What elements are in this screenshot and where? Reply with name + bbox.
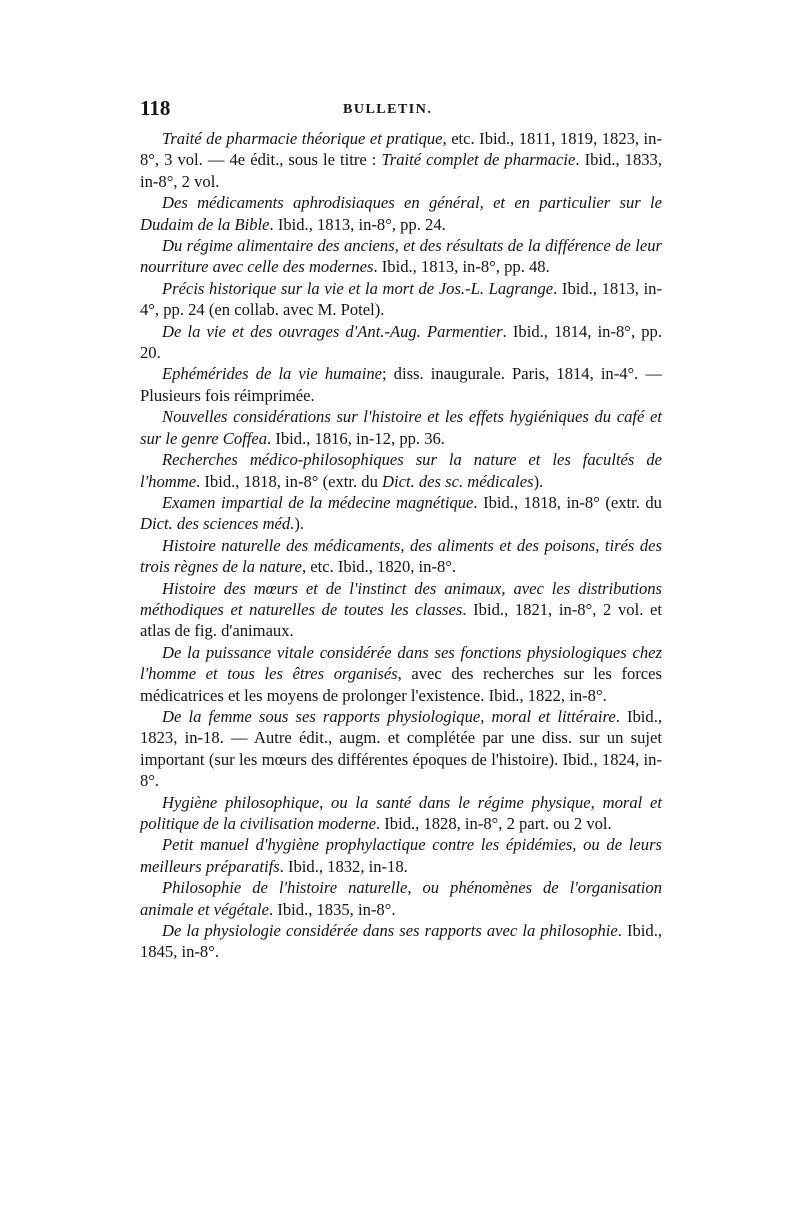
entry-title: Des médicaments aphrodisiaques en général, et en particulier sur le Dudaim de la Bible: [140, 193, 662, 234]
entry-details: . Ibid., 1821, in-8°, 2 vol. et atlas de fig. d'animaux.: [140, 599, 662, 641]
bibliography-entry: [140, 792, 662, 835]
entry-title: Précis historique sur la vie et la mort de Jos.-L. Lagrange: [162, 278, 554, 298]
bibliography-entry: [140, 363, 662, 406]
entry-details: . Ibid., 1823, in-18. — Autre édit., augm. et complétée par une diss. sur un sujet important (sur les mœurs des différentes époques de l'histoire). Ibid., 1824, in-8°.: [140, 706, 662, 791]
entry-details: . Ibid., 1832, in-18.: [279, 856, 408, 876]
bibliography-list: [140, 128, 662, 963]
entry-title: Du régime alimentaire des anciens, et des résultats de la différence de leur nourriture avec celle des modernes: [140, 236, 662, 277]
bibliography-entry: [140, 578, 662, 642]
bibliography-entry: [140, 920, 662, 963]
entry-title: Ephémérides de la vie humaine: [162, 364, 382, 384]
entry-title: De la physiologie considérée dans ses rapports avec la philosophie: [162, 921, 618, 941]
entry-details: ; diss. inaugurale. Paris, 1814, in-4°. — Plusieurs fois réimprimée.: [140, 364, 662, 405]
entry-title-secondary: Dict. des sciences méd.: [140, 514, 295, 534]
entry-title: Nouvelles considérations sur l'histoire et les effets hygiéniques du café et sur le genre Coffea: [140, 407, 662, 448]
entry-title: Philosophie de l'histoire naturelle, ou phénomènes de l'organisation animale et végétale: [140, 878, 662, 919]
entry-details: . Ibid., 1813, in-8°, pp. 48.: [373, 257, 550, 277]
entry-details: , avec des recherches sur les forces médicatrices et les moyens de prolonger l'existence. Ibid., 1822, in-8°.: [140, 664, 662, 705]
entry-title: Petit manuel d'hygiène prophylactique contre les épidémies, ou de leurs meilleurs préparatifs: [140, 835, 662, 876]
entry-title: Traité de pharmacie théorique et pratique: [162, 129, 443, 148]
entry-details: . Ibid., 1814, in-8°, pp. 20.: [140, 321, 662, 363]
bibliography-entry: [140, 406, 662, 449]
entry-details: . Ibid., 1835, in-8°.: [269, 899, 396, 919]
entry-title-secondary: Traité complet de pharmacie: [381, 150, 576, 170]
entry-details: . Ibid., 1818, in-8° (extr. du: [196, 471, 383, 491]
bibliography-entry: [140, 706, 662, 792]
bibliography-entry: [140, 278, 662, 321]
bibliography-entry: [140, 492, 662, 535]
bibliography-entry: [140, 877, 662, 920]
entry-details-secondary: . Ibid., 1833, in-8°, 2 vol.: [140, 150, 662, 191]
entry-details: . Ibid., 1816, in-12, pp. 36.: [267, 428, 445, 448]
running-head: BULLETIN.: [343, 102, 433, 117]
bibliography-entry: [140, 449, 662, 492]
bibliography-entry: [140, 642, 662, 706]
bibliography-entry: [140, 235, 662, 278]
bibliography-entry: [140, 834, 662, 877]
entry-details: . Ibid., 1828, in-8°, 2 part. ou 2 vol.: [375, 814, 612, 833]
entry-details: , etc. Ibid., 1820, in-8°.: [301, 557, 457, 577]
page-number: 118: [140, 96, 171, 120]
bibliography-entry: [140, 321, 662, 364]
entry-title-secondary: Dict. des sc. médicales: [382, 471, 534, 491]
bibliography-entry: [140, 128, 662, 192]
bibliography-entry: [140, 535, 662, 578]
entry-title: Recherches médico-philosophiques sur la nature et les facultés de l'homme: [140, 450, 662, 491]
bibliography-entry: [140, 192, 662, 235]
entry-details: . Ibid., 1813, in-4°, pp. 24 (en collab. avec M. Potel).: [140, 278, 663, 320]
entry-title: Histoire naturelle des médicaments, des aliments et des poisons, tirés des trois règnes de la nature: [140, 535, 662, 577]
entry-title: Histoire des mœurs et de l'instinct des animaux, avec les distributions méthodiques et naturelles de toutes les classes: [140, 578, 662, 619]
entry-title: De la puissance vitale considérée dans ses fonctions physiologiques chez l'homme et tous les êtres organisés: [140, 642, 662, 684]
entry-details: . Ibid., 1845, in-8°.: [140, 921, 662, 962]
entry-details: . Ibid., 1818, in-8° (extr. du: [473, 492, 662, 512]
entry-title: De la vie et des ouvrages d'Ant.-Aug. Parmentier: [162, 321, 503, 341]
entry-title: Hygiène philosophique, ou la santé dans le régime physique, moral et politique de la civilisation moderne: [140, 792, 662, 833]
entry-details-secondary: ).: [533, 471, 544, 491]
entry-details-secondary: ).: [294, 514, 305, 534]
entry-details: . Ibid., 1813, in-8°, pp. 24.: [269, 214, 446, 234]
entry-details: , etc. Ibid., 1811, 1819, 1823, in-8°, 3 vol. — 4e édit., sous le titre :: [140, 129, 662, 170]
entry-title: Examen impartial de la médecine magnétique: [162, 492, 474, 512]
entry-title: De la femme sous ses rapports physiologique, moral et littéraire: [162, 706, 616, 726]
